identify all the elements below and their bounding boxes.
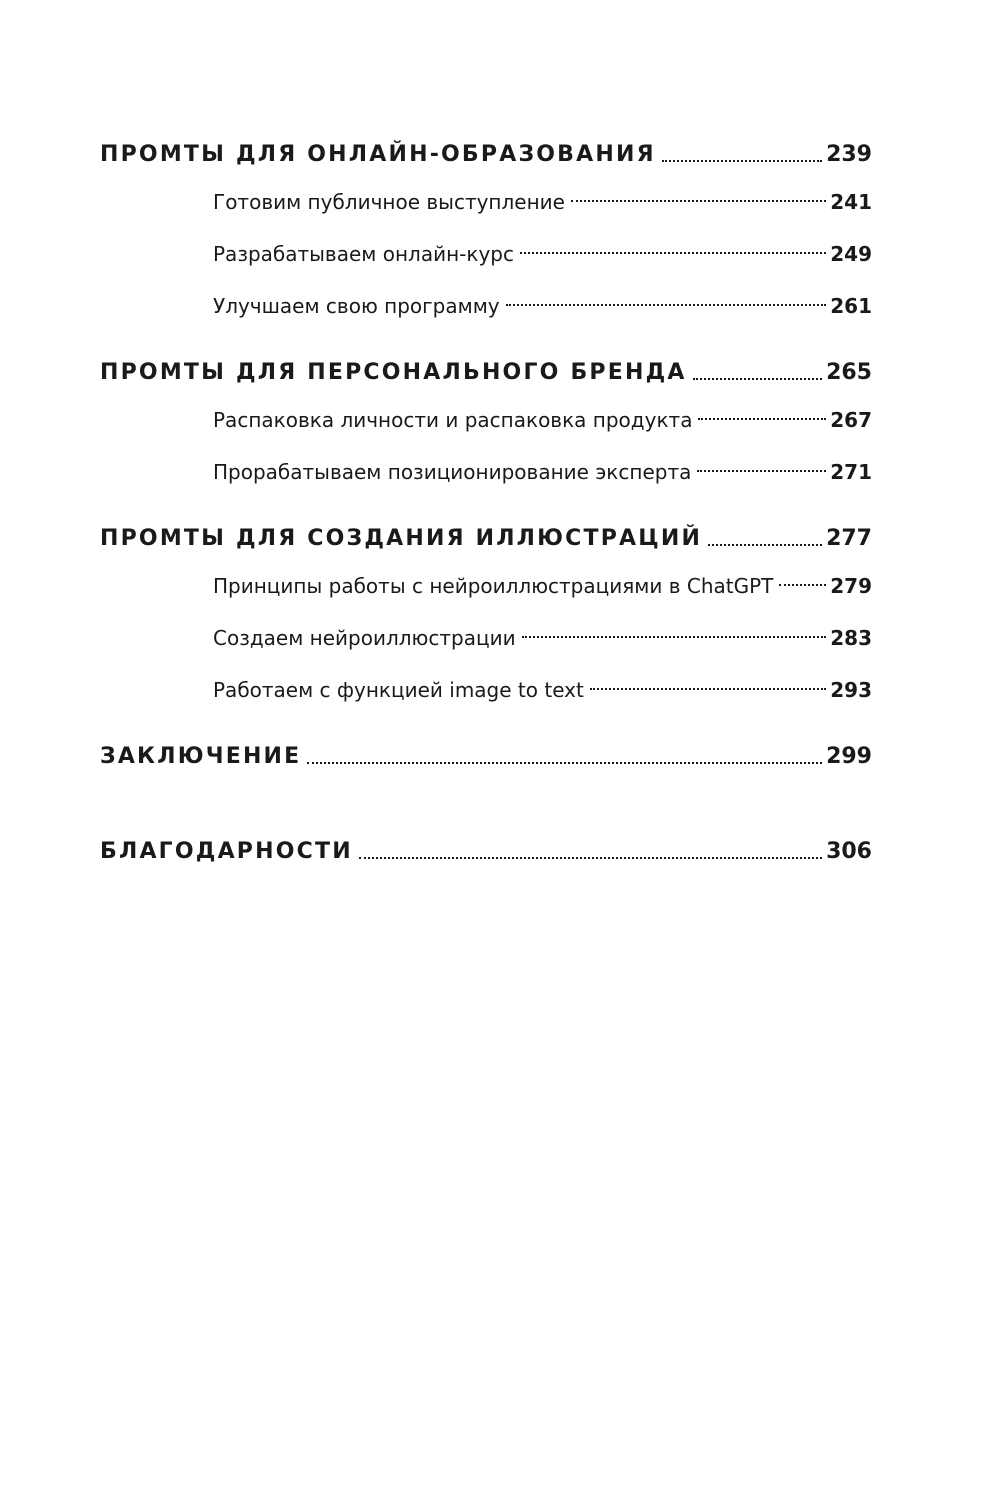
toc-subsection[interactable] xyxy=(100,280,872,332)
subsection-title: Готовим публичное выступление xyxy=(213,190,565,214)
chapter-title: БЛАГОДАРНОСТИ xyxy=(100,839,353,864)
dot-leader xyxy=(520,252,826,254)
toc-chapter[interactable] xyxy=(100,524,872,560)
chapter-title: ПРОМТЫ ДЛЯ ПЕРСОНАЛЬНОГО БРЕНДА xyxy=(100,360,687,385)
dot-leader xyxy=(506,304,827,306)
chapter-page-number: 265 xyxy=(826,360,872,385)
subsection-page-number: 261 xyxy=(830,294,872,318)
toc-chapter[interactable] xyxy=(100,140,872,176)
chapter-title: ПРОМТЫ ДЛЯ СОЗДАНИЯ ИЛЛЮСТРАЦИЙ xyxy=(100,526,703,551)
spacer xyxy=(100,778,872,837)
toc-chapter[interactable] xyxy=(100,358,872,394)
subsection-title: Работаем с функцией image to text xyxy=(213,678,584,702)
subsection-page-number: 293 xyxy=(830,678,872,702)
dot-leader xyxy=(307,762,822,764)
chapter-page-number: 277 xyxy=(826,526,872,551)
subsection-title: Улучшаем свою программу xyxy=(213,294,500,318)
subsection-page-number: 267 xyxy=(830,408,872,432)
subsection-page-number: 249 xyxy=(830,242,872,266)
dot-leader xyxy=(590,688,826,690)
chapter-title: ПРОМТЫ ДЛЯ ОНЛАЙН-ОБРАЗОВАНИЯ xyxy=(100,142,656,167)
subsection-page-number: 283 xyxy=(830,626,872,650)
toc-subsection[interactable] xyxy=(100,612,872,664)
toc-subsection[interactable] xyxy=(100,560,872,612)
dot-leader xyxy=(698,418,826,420)
subsection-title: Прорабатываем позиционирование эксперта xyxy=(213,460,692,484)
toc-subsection[interactable] xyxy=(100,446,872,498)
spacer xyxy=(100,716,872,742)
dot-leader xyxy=(359,857,822,859)
subsection-title: Разрабатываем онлайн-курс xyxy=(213,242,514,266)
table-of-contents xyxy=(100,140,872,873)
dot-leader xyxy=(693,378,822,380)
dot-leader xyxy=(697,470,826,472)
subsection-title: Создаем нейроиллюстрации xyxy=(213,626,516,650)
toc-chapter[interactable] xyxy=(100,742,872,778)
chapter-page-number: 239 xyxy=(826,142,872,167)
subsection-page-number: 279 xyxy=(830,574,872,598)
toc-chapter[interactable] xyxy=(100,837,872,873)
chapter-page-number: 306 xyxy=(826,839,872,864)
dot-leader xyxy=(708,544,822,546)
subsection-page-number: 241 xyxy=(830,190,872,214)
spacer xyxy=(100,332,872,358)
dot-leader xyxy=(662,160,822,162)
toc-subsection[interactable] xyxy=(100,664,872,716)
subsection-page-number: 271 xyxy=(830,460,872,484)
dot-leader xyxy=(522,636,827,638)
toc-subsection[interactable] xyxy=(100,394,872,446)
dot-leader xyxy=(779,584,826,586)
subsection-title: Принципы работы с нейроиллюстрациями в ChatGPT xyxy=(213,574,774,598)
subsection-title: Распаковка личности и распаковка продукта xyxy=(213,408,693,432)
toc-subsection[interactable] xyxy=(100,228,872,280)
toc-subsection[interactable] xyxy=(100,176,872,228)
chapter-page-number: 299 xyxy=(826,744,872,769)
spacer xyxy=(100,498,872,524)
chapter-title: ЗАКЛЮЧЕНИЕ xyxy=(100,744,302,769)
dot-leader xyxy=(571,200,826,202)
